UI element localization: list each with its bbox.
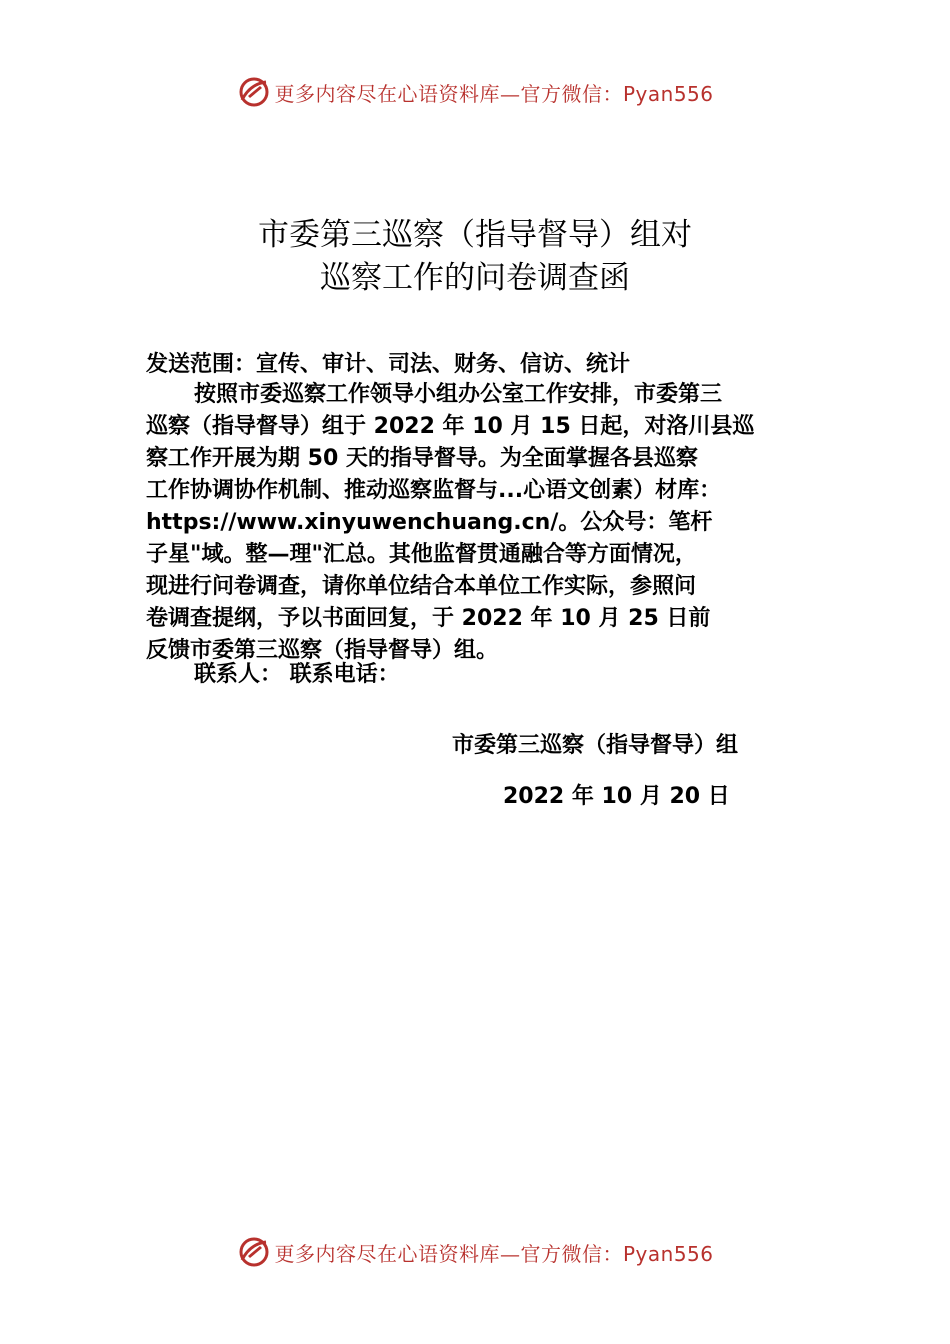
contact-line: 联系人： 联系电话： [194, 662, 400, 687]
body-line: 子星"域。整—理"汇总。其他监督贯通融合等方面情况， [146, 542, 697, 567]
recipients-line: 发送范围：宣传、审计、司法、财务、信访、统计 [146, 352, 631, 377]
wechat-id: Pyan556 [622, 1241, 714, 1266]
watermark-banner-top [0, 70, 950, 114]
body-line: 反馈市委第三巡察（指导督导）组。 [146, 638, 499, 663]
watermark-text: 更多内容尽在心语资料库—官方微信：Pyan556 [274, 81, 714, 106]
document-title [0, 214, 950, 300]
body-line: 察工作开展为期 50 天的指导督导。为全面掌握各县巡察 [146, 446, 698, 471]
body-line: 工作协调协作机制、推动巡察监督与...心语文创素）材库： [146, 478, 722, 503]
signature: 市委第三巡察（指导督导）组 [452, 733, 739, 758]
pen-swirl-logo-icon [236, 1234, 272, 1270]
wechat-id: Pyan556 [622, 81, 714, 106]
pen-swirl-logo-icon [236, 74, 272, 110]
body-line: 卷调查提纲，予以书面回复，于 2022 年 10 月 25 日前 [146, 606, 711, 631]
watermark-text: 更多内容尽在心语资料库—官方微信：Pyan556 [274, 1241, 714, 1266]
signature-date: 2022 年 10 月 20 日 [503, 784, 730, 809]
watermark-banner-bottom [0, 1230, 950, 1274]
title-line-2: 巡察工作的问卷调查函 [320, 260, 630, 296]
body-line: 现进行问卷调查，请你单位结合本单位工作实际，参照问 [146, 574, 697, 599]
body-line: 巡察（指导督导）组于 2022 年 10 月 15 日起，对洛川县巡 [146, 414, 755, 439]
body-line: 按照市委巡察工作领导小组办公室工作安排，市委第三 [194, 382, 723, 407]
title-line-1: 市委第三巡察（指导督导）组对 [258, 217, 692, 253]
body-paragraph [146, 379, 811, 667]
body-line: https://www.xinyuwenchuang.cn/。公众号：笔杆 [146, 510, 713, 535]
